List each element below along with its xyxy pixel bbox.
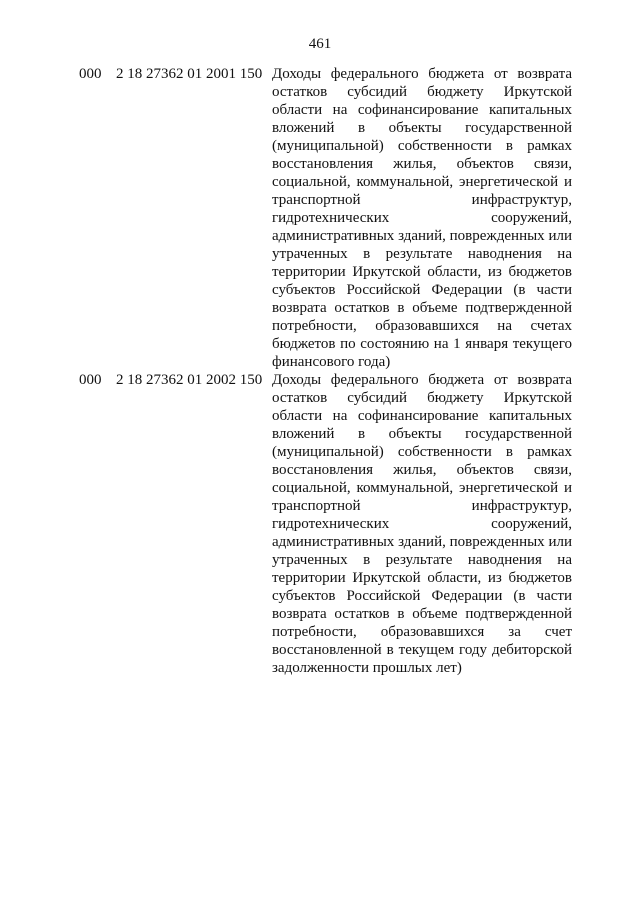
description-line: остатков субсидий бюджету Иркутской [272, 84, 572, 100]
description-line: субъектов Российской Федерации (в части [272, 588, 572, 604]
description-line: возврата остатков в объеме подтвержденной [272, 606, 572, 622]
description-line: области на софинансирование капитальных [272, 408, 572, 424]
description-line: территории Иркутской области, из бюджетов [272, 264, 572, 280]
entry-description [272, 65, 572, 371]
description-line: восстановленной в текущем году дебиторской [272, 642, 572, 658]
description-line: субъектов Российской Федерации (в части [272, 282, 572, 298]
description-line: административных зданий, поврежденных или [272, 534, 572, 550]
page-number: 461 [308, 36, 332, 52]
description-line: территории Иркутской области, из бюджетов [272, 570, 572, 586]
description-line: гидротехнических сооружений, [272, 210, 572, 226]
description-line: задолженности прошлых лет) [272, 660, 462, 676]
description-line: административных зданий, поврежденных или [272, 228, 572, 244]
kbk-code: 2 18 27362 01 2002 150 [116, 372, 263, 388]
description-line: области на софинансирование капитальных [272, 102, 572, 118]
description-line: бюджетов по состоянию на 1 января текущего [272, 336, 572, 352]
description-line: Доходы федерального бюджета от возврата [272, 372, 572, 388]
description-line: финансового года) [272, 354, 391, 370]
kbk-code: 2 18 27362 01 2001 150 [116, 66, 263, 82]
admin-code: 000 [79, 372, 102, 388]
description-line: остатков субсидий бюджету Иркутской [272, 390, 572, 406]
description-line: транспортной инфраструктур, [272, 498, 572, 514]
description-line: вложений в объекты государственной [272, 120, 572, 136]
description-line: (муниципальной) собственности в рамках [272, 444, 572, 460]
entry-description [272, 371, 572, 677]
description-line: утраченных в результате наводнения на [272, 246, 572, 262]
description-line: восстановления жилья, объектов связи, [272, 462, 572, 478]
description-line: транспортной инфраструктур, [272, 192, 572, 208]
admin-code: 000 [79, 66, 102, 82]
description-line: социальной, коммунальной, энергетической и [272, 480, 572, 496]
description-line: потребности, образовавшихся на счетах [272, 318, 572, 334]
entry-2 [0, 371, 640, 677]
description-line: возврата остатков в объеме подтвержденной [272, 300, 572, 316]
description-line: утраченных в результате наводнения на [272, 552, 572, 568]
entry-1 [0, 65, 640, 371]
description-line: Доходы федерального бюджета от возврата [272, 66, 572, 82]
description-line: восстановления жилья, объектов связи, [272, 156, 572, 172]
entries-list [0, 65, 640, 677]
description-line: (муниципальной) собственности в рамках [272, 138, 572, 154]
description-line: вложений в объекты государственной [272, 426, 572, 442]
description-line: потребности, образовавшихся за счет [272, 624, 572, 640]
description-line: гидротехнических сооружений, [272, 516, 572, 532]
description-line: социальной, коммунальной, энергетической и [272, 174, 572, 190]
